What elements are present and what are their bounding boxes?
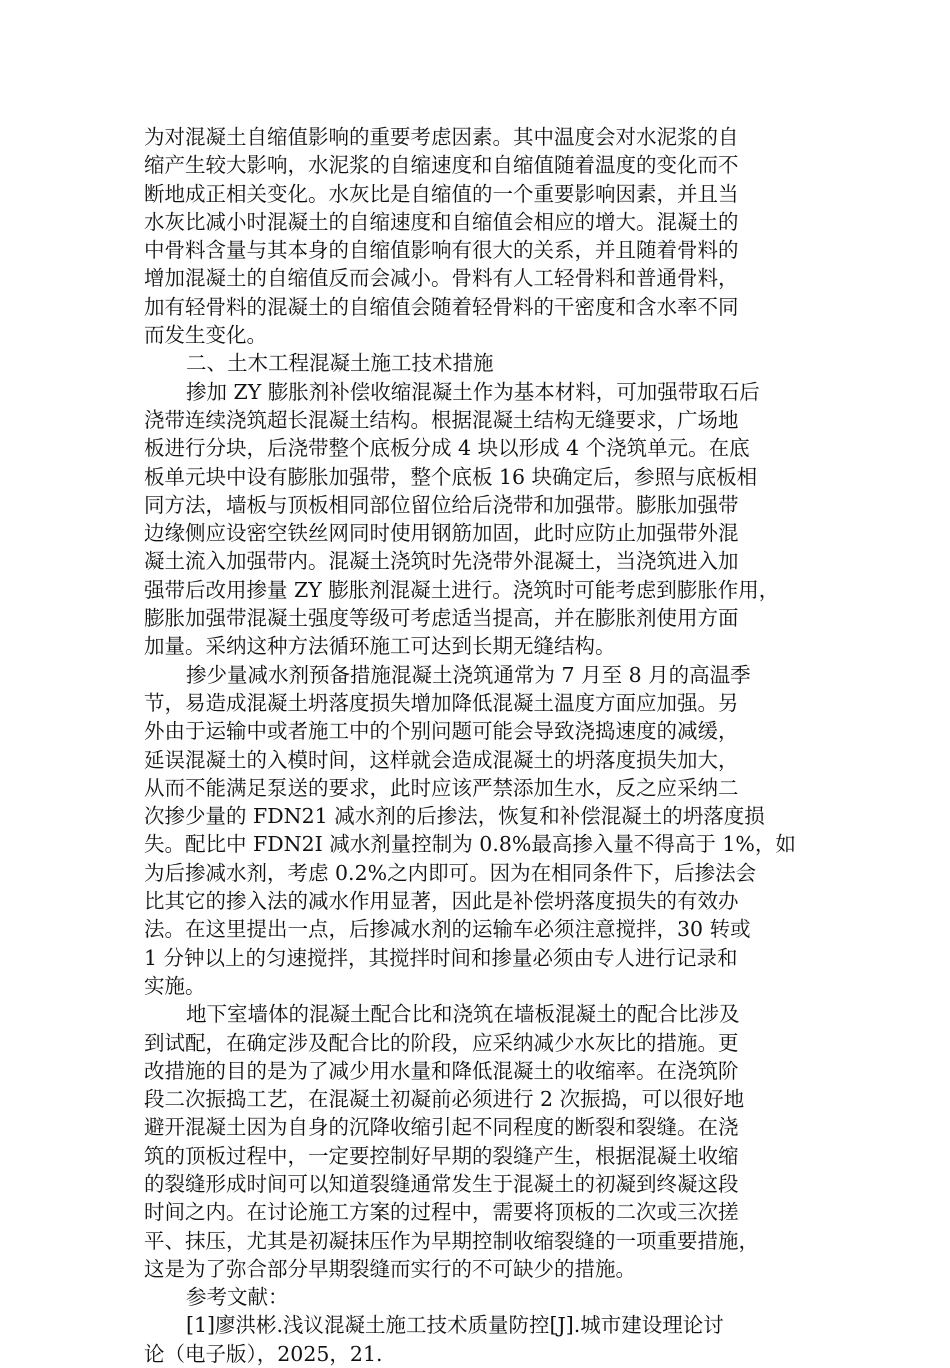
text-line: 缩产生较大影响，水泥浆的自缩速度和自缩值随着温度的变化而不 — [144, 153, 739, 178]
document-page — [144, 123, 812, 1368]
text-line: [1]廖洪彬.浅议混凝土施工技术质量防控[J].城市建设理论讨 — [186, 1313, 724, 1338]
text-line: 膨胀加强带混凝土强度等级可考虑适当提高，并在膨胀剂使用方面 — [144, 606, 739, 631]
text-line: 掺少量减水剂预备措施混凝土浇筑通常为 7 月至 8 月的高温季 — [186, 662, 751, 687]
text-line: 避开混凝土因为自身的沉降收缩引起不同程度的断裂和裂缝。在浇 — [144, 1115, 739, 1140]
text-line: 凝土流入加强带内。混凝土浇筑时先浇带外混凝土，当浇筑进入加 — [144, 549, 739, 574]
text-line: 筑的顶板过程中，一定要控制好早期的裂缝产生，根据混凝土收缩 — [144, 1143, 739, 1168]
text-line: 改措施的目的是为了减少用水量和降低混凝土的收缩率。在浇筑阶 — [144, 1058, 739, 1083]
text-line: 延误混凝土的入模时间，这样就会造成混凝土的坍落度损失加大， — [144, 747, 739, 772]
text-line: 加量。采纳这种方法循环施工可达到长期无缝结构。 — [144, 634, 616, 659]
text-line: 加有轻骨料的混凝土的自缩值会随着轻骨料的干密度和含水率不同 — [144, 294, 739, 319]
text-line: 平、抹压，尤其是初凝抹压作为早期控制收缩裂缝的一项重要措施， — [144, 1228, 759, 1253]
text-line: 断地成正相关变化。水灰比是自缩值的一个重要影响因素，并且当 — [144, 181, 739, 206]
text-line: 中骨料含量与其本身的自缩值影响有很大的关系，并且随着骨料的 — [144, 238, 739, 263]
text-line: 为后掺减水剂，考虑 0.2%之内即可。因为在相同条件下，后掺法会 — [144, 860, 757, 885]
text-line: 增加混凝土的自缩值反而会减小。骨料有人工轻骨料和普通骨料， — [144, 266, 739, 291]
text-line: 地下室墙体的混凝土配合比和浇筑在墙板混凝土的配合比涉及 — [186, 1002, 740, 1027]
text-line: 掺加 ZY 膨胀剂补偿收缩混凝土作为基本材料，可加强带取石后 — [186, 379, 760, 404]
text-line: 水灰比减小时混凝土的自缩速度和自缩值会相应的增大。混凝土的 — [144, 209, 739, 234]
text-line: 外由于运输中或者施工中的个别问题可能会导致浇捣速度的减缓， — [144, 719, 739, 744]
text-line: 实施。 — [144, 973, 206, 998]
text-line: 到试配，在确定涉及配合比的阶段，应采纳减少水灰比的措施。更 — [144, 1030, 739, 1055]
text-line: 浇带连续浇筑超长混凝土结构。根据混凝土结构无缝要求，广场地 — [144, 407, 739, 432]
text-line: 板进行分块，后浇带整个底板分成 4 块以形成 4 个浇筑单元。在底 — [144, 436, 750, 461]
text-line: 而发生变化。 — [144, 323, 267, 348]
text-line: 的裂缝形成时间可以知道裂缝通常发生于混凝土的初凝到终凝这段 — [144, 1171, 739, 1196]
text-line: 为对混凝土自缩值影响的重要考虑因素。其中温度会对水泥浆的自 — [144, 125, 739, 149]
text-line: 强带后改用掺量 ZY 膨胀剂混凝土进行。浇筑时可能考虑到膨胀作用， — [144, 577, 780, 602]
text-line: 比其它的掺入法的减水作用显著，因此是补偿坍落度损失的有效办 — [144, 889, 739, 914]
text-line: 节，易造成混凝土坍落度损失增加降低混凝土温度方面应加强。另 — [144, 690, 739, 715]
text-line: 失。配比中 FDN2I 减水剂量控制为 0.8%最高掺入量不得高于 1%，如 — [144, 832, 796, 857]
text-line: 二、土木工程混凝土施工技术措施 — [186, 351, 494, 376]
text-line: 从而不能满足泵送的要求，此时应该严禁添加生水，反之应采纳二 — [144, 775, 739, 800]
text-line: 法。在这里提出一点，后掺减水剂的运输车必须注意搅拌，30 转或 — [144, 917, 751, 942]
text-line: 板单元块中设有膨胀加强带，整个底板 16 块确定后，参照与底板相 — [144, 464, 758, 489]
text-line: 这是为了弥合部分早期裂缝而实行的不可缺少的措施。 — [144, 1256, 636, 1281]
text-line: 参考文献： — [186, 1285, 289, 1310]
text-line: 论（电子版），2025，21. — [144, 1341, 383, 1366]
text-line: 段二次振捣工艺，在混凝土初凝前必须进行 2 次振捣，可以很好地 — [144, 1087, 745, 1112]
text-line: 同方法，墙板与顶板相同部位留位给后浇带和加强带。膨胀加强带 — [144, 492, 739, 517]
text-line: 边缘侧应设密空铁丝网同时使用钢筋加固，此时应防止加强带外混 — [144, 521, 739, 546]
text-line: 次掺少量的 FDN21 减水剂的后掺法，恢复和补偿混凝土的坍落度损 — [144, 804, 765, 829]
text-line: 时间之内。在讨论施工方案的过程中，需要将顶板的二次或三次搓 — [144, 1200, 739, 1225]
text-line: 1 分钟以上的匀速搅拌，其搅拌时间和掺量必须由专人进行记录和 — [144, 945, 738, 970]
